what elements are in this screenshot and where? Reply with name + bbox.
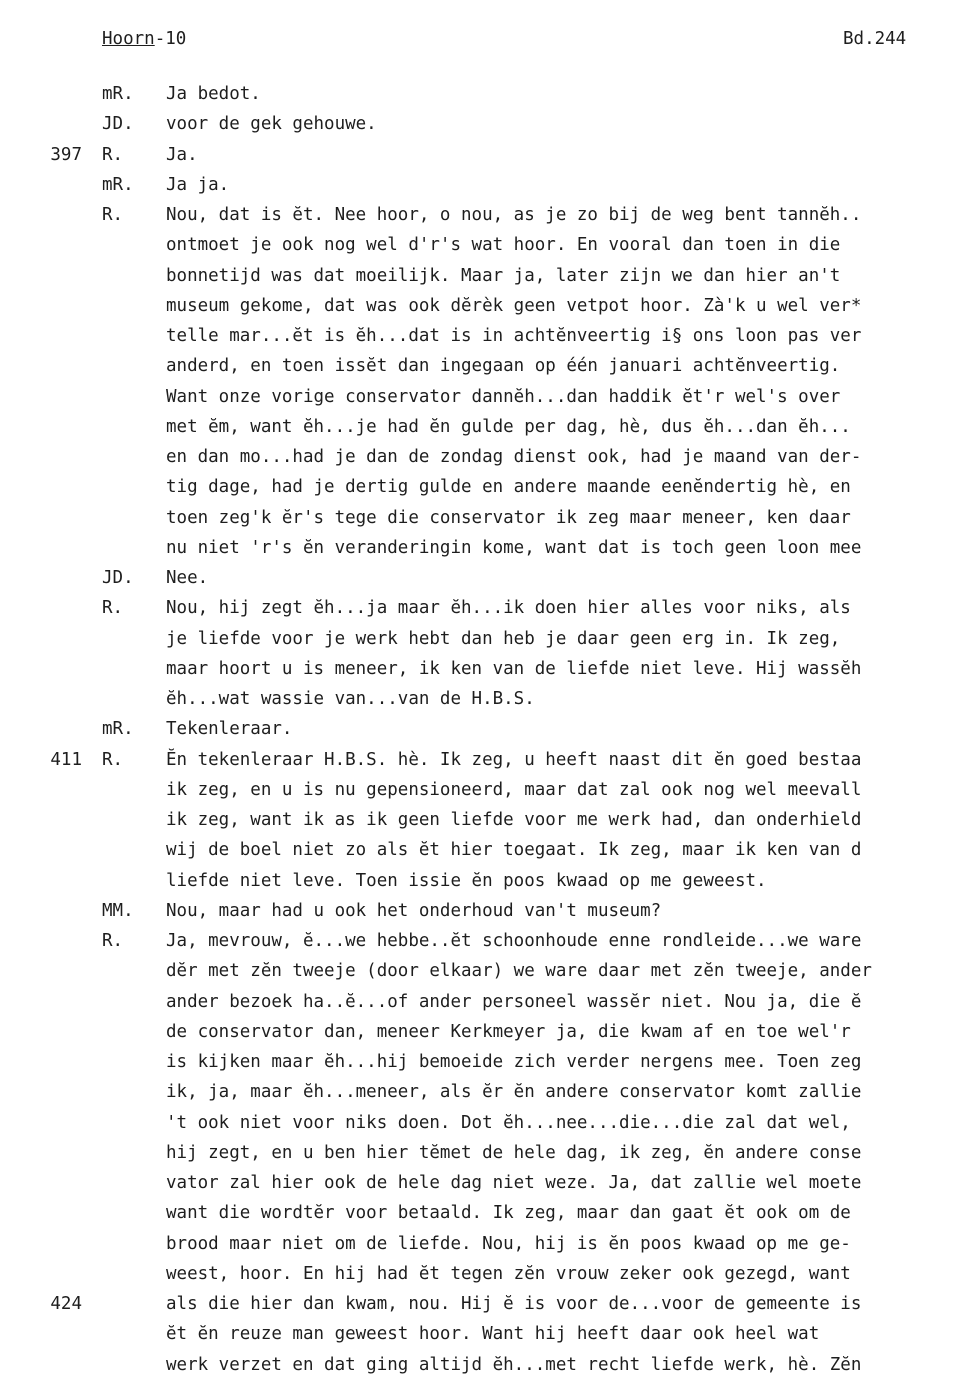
line-text: Ĕn tekenleraar H.B.S. hè. Ik zeg, u heeft naast dit ĕn goed bestaa [166,749,862,770]
speaker-label: mR. [102,719,134,740]
line-text: Nou, hij zegt ĕh...ja maar ĕh...ik doen hier alles voor niks, als [166,598,851,619]
transcript-line [0,835,979,865]
transcript-line [0,624,979,654]
line-text: maar hoort u is meneer, ik ken van de liefde niet leve. Hij wassĕh [166,658,862,679]
transcript-line [0,1168,979,1198]
transcript-line [0,654,979,684]
page-index: -10 [154,29,187,49]
line-text: ander bezoek ha..ĕ...of ander personeel wassĕr niet. Nou ja, die ĕ [166,991,862,1012]
line-text: museum gekome, dat was ook dĕrèk geen vetpot hoor. Zà'k u wel ver* [166,295,862,316]
speaker-label: mR. [102,174,134,195]
line-text: Nee. [166,568,209,588]
speaker-label: mR. [102,84,134,104]
volume-reference: Bd.244 [843,29,907,49]
transcript-line [0,533,979,563]
speaker-label: R. [102,598,124,619]
line-text: ik, ja, maar ĕh...meneer, als ĕr ĕn andere conservator komt zallie [166,1082,862,1103]
line-text: als die hier dan kwam, nou. Hij ĕ is voor de...voor de gemeente is [166,1294,862,1314]
line-text: wij de boel niet zo als ĕt hier toegaat. Ik zeg, maar ik ken van d [166,840,862,861]
line-text: is kijken maar ĕh...hij bemoeide zich verder nergens mee. Toen zeg [166,1052,862,1072]
transcript-line [0,714,979,744]
transcript-line [0,442,979,472]
transcript-line [0,896,979,926]
transcript-line [0,926,979,956]
transcript-line [0,1198,979,1228]
transcript-line [0,1259,979,1289]
line-text: Ja, mevrouw, ĕ...we hebbe..ĕt schoonhoude enne rondleide...we ware [166,931,862,951]
speaker-label: R. [102,205,124,225]
line-text: de conservator dan, meneer Kerkmeyer ja, die kwam af en toe wel'r [166,1021,851,1042]
line-text: ik zeg, want ik as ik geen liefde voor me werk had, dan onderhield [166,810,862,830]
line-text: nu niet 'r's ĕn veranderingin kome, want dat is toch geen loon mee [166,537,862,558]
line-text: weest, hoor. En hij had ĕt tegen zĕn vrouw zeker ook gezegd, want [166,1263,851,1284]
line-text: dĕr met zĕn tweeje (door elkaar) we ware daar met zĕn tweeje, ander [166,961,872,982]
line-text: liefde niet leve. Toen issie ĕn poos kwaad op me geweest. [166,870,767,891]
line-text: Nou, dat is ĕt. Nee hoor, o nou, as je zo bij de weg bent tannĕh.. [166,205,862,225]
line-number: 424 [50,1294,82,1314]
line-text: Nou, maar had u ook het onderhoud van't museum? [166,900,662,921]
transcript-line [0,1017,979,1047]
transcript-line [0,412,979,442]
transcript-line [0,200,979,230]
transcript-line [0,593,979,623]
speaker-label: R. [102,144,124,165]
place-name: Hoorn [102,29,155,49]
transcript-line [0,472,979,502]
page-header-left [102,29,186,49]
transcript-line [0,1350,979,1380]
line-text: ik zeg, en u is nu gepensioneerd, maar dat zal ook nog wel meevall [166,779,862,800]
transcript-line [0,261,979,291]
line-text: ĕt ĕn reuze man geweest hoor. Want hij heeft daar ook heel wat [166,1324,820,1345]
line-text: hij zegt, en u ben hier tĕmet de hele dag, ik zeg, ĕn andere conse [166,1142,862,1163]
transcript-line [0,956,979,986]
line-text: ontmoet je ook nog wel d'r's wat hoor. En vooral dan toen in die [166,235,841,256]
transcript-line [0,775,979,805]
speaker-label: JD. [102,114,134,135]
line-text: tig dage, had je dertig gulde en andere maande eenĕndertig hè, en [166,477,851,498]
line-number: 411 [50,749,82,770]
line-text: want die wordtĕr voor betaald. Ik zeg, maar dan gaat ĕt ook om de [166,1203,851,1224]
line-text: met ĕm, want ĕh...je had ĕn gulde per dag, hè, dus ĕh...dan ĕh... [166,416,851,437]
line-text: werk verzet en dat ging altijd ĕh...met recht liefde werk, hè. Zĕn [166,1354,862,1375]
transcript-line [0,109,979,139]
transcript-line [0,745,979,775]
transcript-line [0,987,979,1017]
transcript-line [0,1138,979,1168]
line-text: Tekenleraar. [166,719,293,740]
transcript-line [0,230,979,260]
transcript-lines [0,79,979,1380]
line-text: en dan mo...had je dan de zondag dienst ook, had je maand van der- [166,447,862,467]
transcript-line [0,170,979,200]
line-text: Ja bedot. [166,84,261,104]
line-text: 't ook niet voor niks doen. Dot ĕh...nee...die...die zal dat wel, [166,1112,851,1133]
transcript-line [0,866,979,896]
transcript-line [0,563,979,593]
line-text: telle mar...ĕt is ĕh...dat is in achtĕnveertig i§ ons loon pas ver [166,326,862,346]
transcript-line [0,321,979,351]
transcript-line [0,140,979,170]
line-text: Ja. [166,144,198,165]
transcript-line [0,1319,979,1349]
transcript-line [0,503,979,533]
line-text: Ja ja. [166,174,230,195]
speaker-label: R. [102,931,124,951]
line-text: je liefde voor je werk hebt dan heb je daar geen erg in. Ik zeg, [166,628,841,649]
speaker-label: MM. [102,900,134,921]
line-text: bonnetijd was dat moeilijk. Maar ja, later zijn we dan hier an't [166,265,841,286]
transcript-line [0,1229,979,1259]
line-text: anderd, en toen issĕt dan ingegaan op één januari achtĕnveertig. [166,356,841,377]
transcript-line [0,79,979,109]
speaker-label: JD. [102,568,134,588]
line-text: toen zeg'k ĕr's tege die conservator ik zeg maar meneer, ken daar [166,507,851,528]
transcript-line [0,1047,979,1077]
transcript-line [0,351,979,381]
transcript-line [0,291,979,321]
line-text: Want onze vorige conservator dannĕh...dan haddik ĕt'r wel's over [166,386,841,407]
line-text: brood maar niet om de liefde. Nou, hij is ĕn poos kwaad op me ge- [166,1233,851,1254]
line-number: 397 [50,144,82,165]
transcript-line [0,1077,979,1107]
transcript-line [0,382,979,412]
transcript-line [0,1289,979,1319]
speaker-label: R. [102,749,124,770]
transcript-line [0,805,979,835]
line-text: vator zal hier ook de hele dag niet weze. Ja, dat zallie wel moete [166,1173,862,1193]
line-text: ĕh...wat wassie van...van de H.B.S. [166,689,535,709]
line-text: voor de gek gehouwe. [166,114,377,135]
transcript-line [0,1108,979,1138]
transcript-line [0,684,979,714]
